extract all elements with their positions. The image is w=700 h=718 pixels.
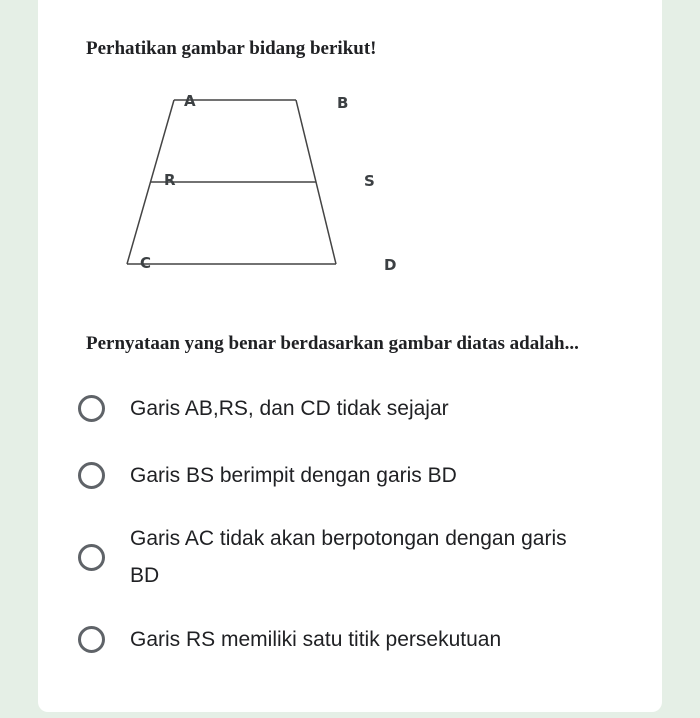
label-s: S	[364, 172, 375, 190]
option-text: Garis AB,RS, dan CD tidak sejajar	[130, 397, 449, 420]
option-text: Garis BS berimpit dengan garis BD	[130, 464, 457, 487]
label-r: R	[164, 171, 176, 189]
radio-button[interactable]	[78, 544, 105, 571]
trapezoid-figure	[80, 80, 397, 280]
radio-button[interactable]	[78, 462, 105, 489]
option-4[interactable]	[78, 621, 638, 658]
label-a: A	[184, 92, 196, 110]
option-text: Garis RS memiliki satu titik persekutuan	[130, 628, 502, 651]
question-card	[38, 0, 662, 712]
radio-button[interactable]	[78, 626, 105, 653]
option-text: Garis AC tidak akan berpotongan dengan garis BD	[130, 527, 567, 587]
radio-button[interactable]	[78, 395, 105, 422]
option-3[interactable]	[78, 520, 638, 594]
option-2[interactable]	[78, 457, 638, 494]
label-b: B	[337, 94, 349, 112]
label-c: C	[140, 254, 152, 272]
option-1[interactable]	[78, 390, 638, 427]
question-text: Perhatikan gambar bidang berikut!	[86, 38, 377, 59]
prompt-text: Pernyataan yang benar berdasarkan gambar diatas adalah...	[86, 333, 579, 354]
label-d: D	[384, 256, 397, 274]
